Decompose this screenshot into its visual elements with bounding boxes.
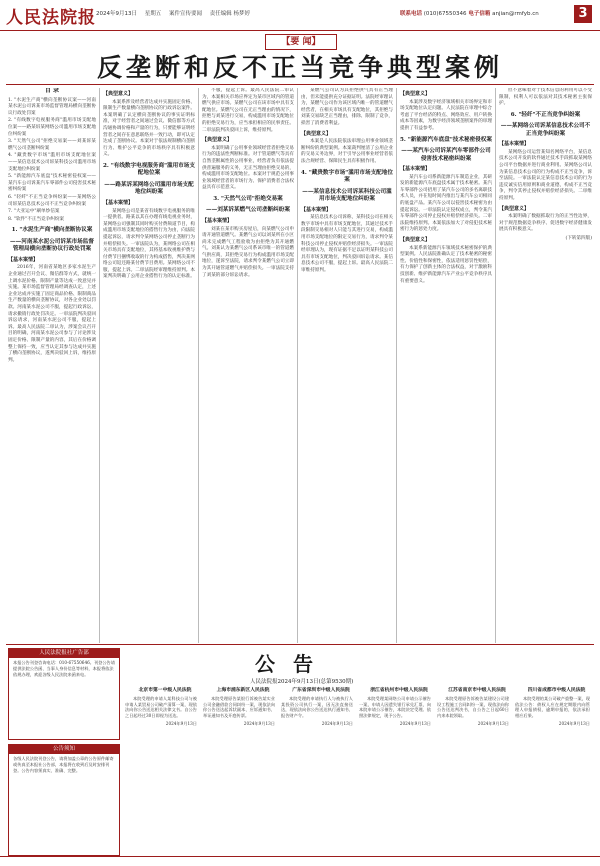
notice-item <box>359 686 431 866</box>
case-section-label: 【典型意义】 <box>202 137 233 144</box>
column-divider <box>396 88 397 643</box>
toc-item: 6. "轻纤"不正当竞争纠纷案——某网络公司诉某信息技术公司不正当竞争纠纷案 <box>8 194 96 207</box>
notice-text: 本院受理某网络公司申请公示催告一案，申请人因遗失银行承兑汇票，向本院申请公示催告，本院决定受理。依照法律规定，现予公告。 <box>359 695 431 719</box>
case-title: 5. "新能源汽车底盘"技术秘密侵权案 <box>400 136 492 143</box>
case-body: 不服，提起上诉。最高人民法院二审认为，本案相关市场应界定为某市区域内的管道燃气供应市场。某燃气公司在该市场中具有支配地位。某燃气公司在无正当理由的情况下，拒绝与刘某进行交易，构成滥用市场支配地位的拒绝交易行为，应当承担相应的民事责任。二审法院判决驳回上诉，维持原判。 <box>202 88 294 133</box>
issue-date: 2024年9月13日 <box>96 11 137 17</box>
footer-rule <box>0 856 600 857</box>
notice-court: 四川省成都市中级人民法院 <box>527 687 586 693</box>
column-divider <box>99 88 100 643</box>
case-subtitle: ——刘某诉某燃气公司垄断纠纷案 <box>206 207 290 214</box>
notice-date: 2024年9月13日 <box>558 720 590 726</box>
editor-name: 责任编辑 杨梦婷 <box>209 11 251 17</box>
notice-date: 2024年9月13日 <box>165 720 197 726</box>
case-subtitle: ——某信息技术公司诉某科技公司滥用市场支配地位纠纷案 <box>302 188 392 203</box>
notice-court: 浙江省杭州市中级人民法院 <box>370 687 428 693</box>
case-subtitle: ——河南某水泥公司诉某市场监督管理局横向垄断协议行政处罚案 <box>10 238 94 253</box>
notice-text: 本院受理原告诉被告某建设公司建设工程施工合同纠纷一案，现依法向你公告送达判决书，自公告之日起60日内来本院领取。 <box>437 695 509 719</box>
case-subtitle: ——某网络公司诉某信息技术公司不正当竞争纠纷案 <box>500 123 591 137</box>
notice-text: 本院受理原告某银行诉被告某实业公司金融借款合同纠纷一案，现依法向你公告送达起诉状副本、应诉通知书、举证通知书及开庭传票。 <box>203 695 275 719</box>
case-body: 2016年，河南省某地区多家水泥生产企业通过召开会议、微信群等方式，就统一上调水泥价格、限制产量等达成一致意见并实施。某市场监督管理局经调查认定，上述企业达成并实施了固定商品价格、限制商品生产数量的横向垄断协议，对各企业处以罚款。河南某水泥公司不服，提起行政诉讼，请求撤销行政处罚决定。一审法院判决驳回诉讼请求，河南某水泥公司不服，提起上诉。最高人民法院二审认为，涉案会议召开目的明确，河南某水泥公司参与了讨论涉及固定价格、限制产量的内容，其后在价格调整上保持一致，应当认定其参与达成并实施了横向垄断协议，遂判决驳回上诉，维持原判。 <box>8 265 96 363</box>
case-body: 某网络公司是某省有线数字电视服务的唯一提供者。路某以其在办理有线电视业务时，某网络公司强制其同时购买付费频道节目，构成滥用市场支配地位的搭售行为为由，向法院提起诉讼，请求判令某网络公司停止垄断行为并赔偿损失。一审法院认为，某网络公司在相关市场具有支配地位，其将基本收视维护费与付费节目捆绑收取的行为构成搭售，判决某网络公司返还路某付费节目费用。某网络公司不服，提起上诉。二审法院经审理维持原判。本案判决明确了公用企业搭售行为的认定标准。 <box>103 208 195 280</box>
toc-item: 5. "新能源汽车底盘"技术秘密侵权案——某汽车公司诉某汽车零部件公司侵害技术秘密纠纷案 <box>8 174 96 193</box>
page-number: 3 <box>574 5 592 23</box>
case-body: 某网络公司运营某知名网络平台，某信息技术公司开发的软件通过技术手段抓取某网络公司平台数据并进行商业利用。某网络公司认为某信息技术公司的行为构成不正当竞争，诉至法院。一审法院认定某信息技术公司的行为违反诚实信用原则和商业道德，构成不正当竞争，判令其停止侵权并赔偿经济损失。二审维持原判。 <box>499 149 592 202</box>
case-body: 某信息技术公司诉称，某科技公司在相关数字市场中具有市场支配地位，其通过技术手段限制交易相对人只能与其进行交易，构成滥用市场支配地位的限定交易行为，请求判令某科技公司停止侵权并赔偿经济损失。一审法院经审理认为，现有证据不足以证明某科技公司具有市场支配地位，判决驳回诉讼请求。某信息技术公司不服，提起上诉。最高人民法院二审维持原判。 <box>301 215 393 273</box>
case-section-label: 【典型意义】 <box>400 237 431 243</box>
toc-item: 8. "软件"不正当竞争纠纷案 <box>8 216 65 222</box>
email-value: anjian@rmfyb.cn <box>492 11 539 17</box>
case-body: 本案系新能源汽车领域技术秘密保护的典型案例。人民法院准确认定了技术秘密的秘密性、价值性和保密性，依法适用惩罚性赔偿，有力保护了创新主体的合法权益，对于激励科技创新、维护新能源汽车产业公平竞争秩序具有重要意义。 <box>400 245 492 284</box>
notice-item <box>125 686 197 866</box>
notice-court: 广东省深圳市中级人民法院 <box>292 687 350 693</box>
notice-ad-head: 人民法院报社广告部 <box>9 649 119 658</box>
toc-item: 4. "藏贵数字市场"滥用市场支配地位案——某信息技术公司诉某科技公司滥用市场支配地位纠纷案 <box>8 153 96 172</box>
notice-date: 2024年9月13日 <box>399 720 431 726</box>
notice-court: 上海市浦东新区人民法院 <box>216 687 270 693</box>
article-column-6 <box>499 88 592 643</box>
case-body: 刘某在某市购买房屋后，向某燃气公司申请开通管道燃气。某燃气公司以刘某所在小区尚未完成燃气工程验收为由拒绝为其开通燃气。刘某认为某燃气公司系该市唯一的管道燃气供应商，其拒绝交易行为构成滥用市场支配地位，遂诉至法院，请求判令某燃气公司立即为其开通管道燃气并赔偿损失。一审法院支持了刘某的部分诉讼请求。 <box>202 226 294 278</box>
case-title: 3. "天然气公司"拒绝交易案 <box>213 195 283 202</box>
case-body: 某燃气公司认为其拒绝供气具有正当理由，但未能提供充分证据证明。法院经审理认为，某燃气公司作为该区域内唯一的管道燃气经营者，在相关市场具有支配地位，其拒绝与刘某交易缺乏正当理由，排除、限制了竞争，损害了消费者利益。 <box>301 88 393 126</box>
section-rule <box>6 644 594 645</box>
masthead <box>0 0 600 31</box>
notice-court: 江苏省南京市中级人民法院 <box>448 687 506 693</box>
notice-issue-line: 人民法院报2024年9月13日(总第9530期) <box>250 679 354 685</box>
notice-rules-head: 公告须知 <box>9 745 119 754</box>
case-section-label: 【典型意义】 <box>499 205 530 212</box>
issue-meta <box>96 9 256 17</box>
article-column-2 <box>103 88 195 643</box>
case-body: 本案系涉及经营者达成并实施固定价格、限制生产数量横向垄断协议的行政诉讼案件。本案明确了认定横向垄断协议的事实证明标准，对于经营者之间通过会议、微信群等方式沟通协调价格和产量的行为，只要能够证明经营者之间存在意思联络并一致行动，即可认定达成了垄断协议。本案对于依法规制横向垄断行为、维护公平竞争的市场秩序具有积极意义。 <box>103 99 195 158</box>
notice-grid <box>125 676 595 856</box>
case-section-label: 【基本案情】 <box>400 166 431 173</box>
notice-text: 本院受理的某公司破产重整一案，现依法公告：债权人应在规定期限内向管理人申报债权，逾期申报的，依法承担相应后果。 <box>515 695 590 719</box>
notice-item <box>203 686 275 866</box>
column-divider <box>198 88 199 643</box>
notice-text: 本院受理的申请人某科技公司与被申请人某贸易公司破产清算一案，现依法向你公告送达相关法律文书。自公告之日起经过30日即视为送达。 <box>125 695 197 719</box>
toc-item: 7. "大亚运中"刷单炒信案 <box>8 209 60 215</box>
case-section-label: 【典型意义】 <box>103 91 134 97</box>
headline-rule <box>6 84 594 85</box>
notice-text: 本院受理的申请执行人与被执行人某投资公司执行一案，因无法直接送达，现依法向你公告送达执行通知书、报告财产令。 <box>281 695 353 719</box>
notice-item <box>281 686 353 866</box>
notice-rules-box <box>8 744 120 856</box>
case-title: 4. "藏贵数字市场"滥用市场支配地位案 <box>301 169 393 184</box>
case-body: 本案明确了公用事业领域经营者拒绝交易行为的违法性判断标准。对于管道燃气等具有自然垄断属性的公用事业，经营者负有依法提供普遍服务的义务，无正当理由拒绝交易的，构成滥用市场支配地位。本案对于规范公用事业领域经营者的市场行为、保护消费者合法权益具有示范意义。 <box>202 145 294 191</box>
email-label: 电子信箱 <box>468 11 491 17</box>
article-column-5 <box>400 88 492 643</box>
section-name: 案件宣传要闻 <box>169 11 203 17</box>
case-section-label: 【典型意义】 <box>301 130 332 137</box>
issue-weekday: 星期五 <box>144 11 162 17</box>
contact-label: 联系电话 <box>400 11 423 17</box>
case-title: 2. "有线数字电视服务商"滥用市场支配地位案 <box>103 162 195 177</box>
case-section-label: 【基本案情】 <box>499 141 530 148</box>
newspaper-logo: 人民法院报 <box>6 8 96 28</box>
case-section-label: 【基本案情】 <box>202 217 233 224</box>
notice-item <box>515 686 590 866</box>
case-body: 本案涉及数字经济领域相关市场界定和市场支配地位认定问题。人民法院在审理中综合考虑了平台经济的特点、网络效应、用户转换成本等因素，为数字经济领域垄断案件的审理提供了有益参考。 <box>400 99 492 131</box>
toc-item: 2. "有线数字电视服务商"滥用市场支配地位案——路某诉某网络公司滥用市场支配地位纠纷案 <box>8 118 96 137</box>
contact-info <box>400 9 539 17</box>
case-section-label: 【基本案情】 <box>301 206 332 213</box>
notice-date: 2024年9月13日 <box>243 720 275 726</box>
case-section-label: 【基本案情】 <box>103 199 134 206</box>
case-title: 1. "水泥生产商"横向垄断协议案 <box>11 227 93 234</box>
case-body: 本案明确了数据抓取行为的正当性边界，对于规范数据竞争秩序、促进数字经济健康发展具有积极意义。 <box>499 214 592 233</box>
case-body: 某汽车公司系新能源汽车制造企业，其研发的新能源汽车底盘技术属于技术秘密。某汽车零部件公司招用了某汽车公司的多名离职技术人员，并在短时间内推出与某汽车公司相同的底盘产品。某汽车公司以侵害技术秘密为由提起诉讼。一审法院认定侵权成立，判令某汽车零部件公司停止侵权并赔偿经济损失。二审法院维持原判。本案依法加大了对侵犯技术秘密行为的惩处力度。 <box>400 174 492 233</box>
case-subtitle: ——路某诉某网络公司滥用市场支配地位纠纷案 <box>104 181 194 196</box>
notice-court: 北京市第一中级人民法院 <box>138 687 192 693</box>
case-subtitle: ——某汽车公司诉某汽车零部件公司侵害技术秘密纠纷案 <box>401 148 491 162</box>
notice-rules-text: 各级人民法院刊登公告，请将加盖公章的公告原件邮寄或传真至本报社公告部，本报将在收到后及时安排刊登。公告内容须真实、准确、完整。 <box>13 756 114 773</box>
toc-item: 3. "天然气公司"拒绝交易案——刘某诉某燃气公司垄断纠纷案 <box>8 139 96 151</box>
notice-ad-text: 本报公告刊登咨询电话：010-67550646。刊登公告请提供法院公告函、当事人身份信息等材料，本报将依法依规办理，欢迎各级人民法院来函来电。 <box>13 660 115 677</box>
notice-title: 公告 <box>255 652 331 676</box>
contact-value: (010)67550346 <box>423 11 467 17</box>
case-body: 本案是人民法院依法审理公用事业领域垄断纠纷的典型案例。本案裁判厘清了公用企业的交易义务边界，对于引导公用事业经营者依法合规经营、保障民生具有积极作用。 <box>301 139 393 164</box>
page-headline: 反垄断和反不正当竞争典型案例 <box>96 53 503 82</box>
case-section-label: 【基本案情】 <box>8 256 39 263</box>
notice-date: 2024年9月13日 <box>321 720 353 726</box>
article-column-4 <box>301 88 393 643</box>
article-column-1 <box>8 88 96 643</box>
toc-item: 1. "水泥生产商"横向垄断协议案——河南某水泥公司诉某市场监督管理局横向垄断协议行政处罚案 <box>8 97 96 116</box>
section-tag: 【要 闻】 <box>265 34 337 50</box>
column-divider <box>495 88 496 643</box>
continued-note: (下转第四版) <box>565 236 592 241</box>
case-section-label: 【典型意义】 <box>400 91 431 97</box>
article-column-3 <box>202 88 294 643</box>
toc-title: 目 录 <box>44 88 60 94</box>
notice-ad-box <box>8 648 120 740</box>
case-body: 但不意味着对于技术信息的利用可以不受限制，权利人可以依法对其技术秘密主张保护。 <box>499 88 592 107</box>
column-divider <box>297 88 298 643</box>
notice-date: 2024年9月13日 <box>477 720 509 726</box>
case-title: 6. "轻纤"不正当竞争纠纷案 <box>510 111 581 118</box>
notice-item <box>437 686 509 866</box>
